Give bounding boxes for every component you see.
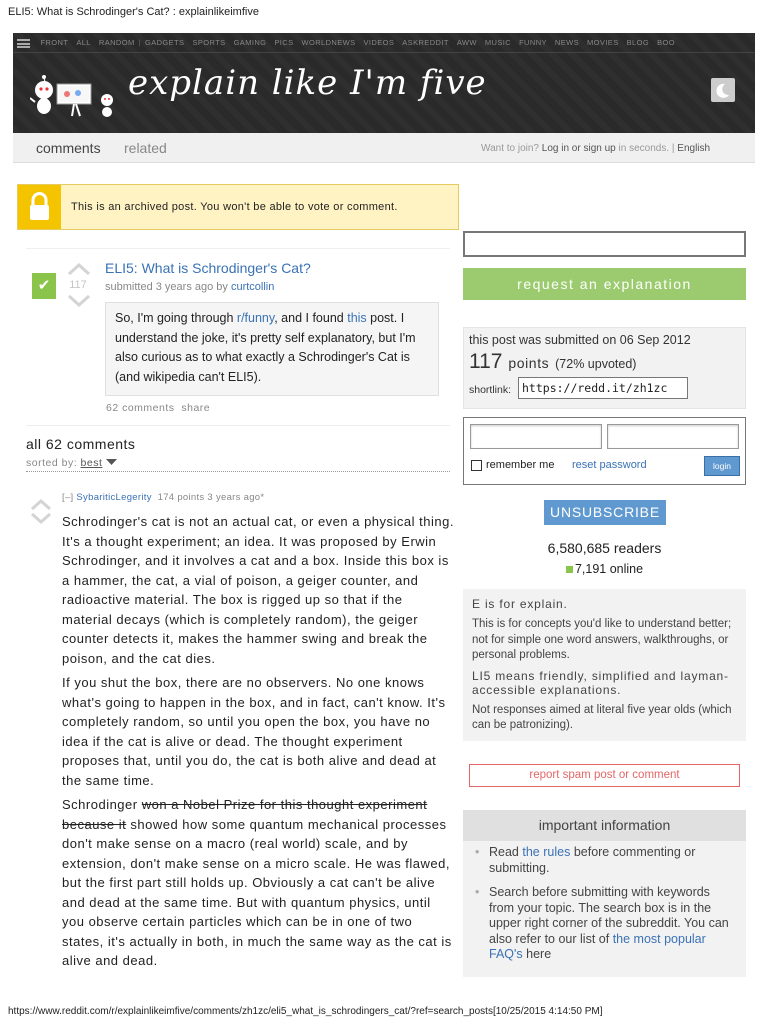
points-display [469,350,636,374]
shortlink-label: shortlink: [469,384,512,396]
online-count [463,562,746,576]
comment-downvote-arrow-icon[interactable] [30,512,52,530]
report-spam-button[interactable]: report spam post or comment [469,764,740,787]
join-prompt [481,143,710,154]
srbar-link[interactable]: RANDOM [98,38,135,47]
sorted-by-label: sorted by: [26,457,78,469]
post-title[interactable]: ELI5: What is Schrodinger's Cat? [105,260,311,276]
srbar-link[interactable]: AWW [456,38,477,47]
srbar-separator: | [138,38,141,47]
srbar-link[interactable]: BLOG [626,38,650,47]
collapse-toggle[interactable]: [–] [62,492,74,503]
night-mode-toggle-icon[interactable] [711,78,735,102]
online-text: 7,191 online [574,562,644,576]
srbar-link[interactable]: ALL [76,38,91,47]
post-selftext [105,302,439,396]
rule-text: before commenting or submitting. [489,845,696,875]
archived-notice [17,184,459,230]
tab-comments[interactable]: comments [36,140,101,156]
rule-text: Search before submitting with keywords from your topic. The search box is in the upper right corner of the subreddit. You can also refer to our list of [489,885,729,946]
points-word: points [508,355,550,371]
srbar-link[interactable]: MUSIC [484,38,512,47]
subreddit-logo-text[interactable]: explain like I'm five [128,63,487,103]
strikethrough-text: won a Nobel Prize for this thought experiment because it [62,797,428,832]
desc-text: Not responses aimed at literal five year olds (which can be patronizing). [472,703,732,731]
desc-text: This is for concepts you'd like to understand better; not for simple one word answers, walkthroughs, or personal problems. [472,618,732,661]
srbar-link[interactable]: ASKREDDIT [402,38,449,47]
sort-dropdown[interactable]: best [80,457,103,469]
join-prompt-pre: Want to join? [481,143,539,154]
checkmark-icon: ✔ [32,273,56,299]
archived-text: This is an archived post. You won't be able to vote or comment. [71,201,398,213]
post-meta [105,281,274,293]
comment-paragraph: Schrodinger's cat is not an actual cat, or even a physical thing. It's a thought experiment; an idea. It was proposed by Erwin Schrodinger, and it involves a cat and a box. Inside this box is a hammer, the cat, a vial of poison, a geiger counter, and radioactive material. The box is rigged up so that if the material decays (which is completely random), the geiger counter detects it, makes the hammer swing and break the poison, and the cat dies. [62,514,454,666]
post-stats-box [463,327,746,409]
list-item [489,885,736,963]
srbar-link[interactable]: VIDEOS [363,38,395,47]
submitted-date: this post was submitted on 06 Sep 2012 [469,333,691,347]
srbar-link[interactable]: BOO [657,38,675,47]
desc-heading: E is for explain. [472,597,568,611]
r-funny-link[interactable]: r/funny [236,311,275,325]
points-number: 117 [469,350,503,373]
srbar-link[interactable]: GADGETS [144,38,185,47]
username-field[interactable] [470,424,602,449]
comment-text: Schrodinger [62,797,138,812]
srbar-link[interactable]: PICS [274,38,294,47]
comments-heading: all 62 comments [26,436,136,452]
shortlink-field[interactable]: https://redd.it/zh1zc [518,377,688,399]
this-post-link[interactable]: this [347,311,367,325]
remember-me-label: remember me [486,459,555,471]
upvoted-percent: (72% upvoted) [555,357,637,371]
login-button[interactable]: login [704,456,740,476]
post-links [106,402,210,414]
unsubscribe-button[interactable]: UNSUBSCRIBE [544,500,666,525]
divider [26,425,450,426]
post-author-link[interactable]: curtcollin [230,281,275,293]
divider [26,248,450,249]
faq-link[interactable]: the most popular FAQ's [489,931,706,961]
srbar-link[interactable]: SPORTS [192,38,226,47]
comments-count-link[interactable]: 62 comments [106,402,175,414]
comment-author-link[interactable]: SybariticLegerity [76,492,152,503]
important-info-heading: important information [463,810,746,841]
tab-related[interactable]: related [124,140,167,156]
post-meta-text: submitted 3 years ago by [105,281,228,293]
selftext-part: post. I understand the joke, it's pretty self explanatory, but I'm also curious as to what exactly a Schrodinger's Cat is (and wikipedia can't ELI5). [115,311,416,384]
share-link[interactable]: share [181,402,211,414]
login-signup-link[interactable]: Log in or sign up [541,143,616,154]
comment-paragraph: If you shut the box, there are no observers. No one knows what's going to happen in the box, and in fact, can't know. It's completely random, so until you open the box, you have no idea if the cat is alive or dead. The thought experiment proposes that, until you do, the cat is both alive and dead at the same time. [62,675,446,788]
selftext-part: , and I found [274,311,344,325]
login-form [463,417,746,485]
srbar-link[interactable]: FRONT [40,38,69,47]
srbar-link[interactable]: GAMING [233,38,267,47]
rules-link[interactable]: the rules [522,845,571,859]
subreddit-bar [13,33,755,53]
sidebar-description [463,589,746,741]
search-input[interactable] [463,231,746,257]
comment-paragraph [62,795,454,971]
srbar-link[interactable]: NEWS [554,38,580,47]
rule-text: here [526,947,552,961]
important-info-list [463,841,746,977]
hamburger-menu-icon[interactable] [17,39,30,48]
password-field[interactable] [607,424,739,449]
join-separator: | [671,143,675,154]
comment-body [62,512,454,976]
request-explanation-button[interactable]: request an explanation [463,268,746,300]
browser-page-title: ELI5: What is Schrodinger's Cat? : explainlikeimfive [8,6,259,18]
lock-icon [18,185,61,229]
online-dot-icon [566,566,573,573]
comment-header [62,492,264,503]
post-score: 117 [69,279,87,291]
srbar-link[interactable]: WORLDNEWS [301,38,356,47]
list-item [489,845,736,876]
srbar-link[interactable]: MOVIES [587,38,619,47]
language-link[interactable]: English [677,143,711,154]
reset-password-link[interactable]: reset password [572,459,647,471]
srbar-link[interactable]: FUNNY [519,38,547,47]
chevron-down-icon[interactable] [106,457,117,469]
browser-footer-url: https://www.reddit.com/r/explainlikeimfive/comments/zh1zc/eli5_what_is_schrodingers_cat/?ref=search_posts[10/25/2015 4:14:50 PM] [8,1006,603,1017]
desc-heading: LI5 means friendly, simplified and layman-accessible explanations. [472,668,729,697]
join-prompt-post: in seconds. [618,143,670,154]
downvote-arrow-icon[interactable] [67,294,91,313]
sort-bar [26,457,450,472]
selftext-part: So, I'm going through [115,311,234,325]
rule-text: Read [489,845,519,859]
comment-meta: 174 points 3 years ago* [157,492,265,503]
comment-text: showed how some quantum mechanical processes don't make sense on a macro (real world) scale, and by extension, don't make sense on a micro scale. He was flawed, but the first part still holds up. Obviously a cat can't be alive and dead at the same time. But with quantum physics, until you observe certain particles which can be in one of two states, it's actually in both, in much the same way as the cat is alive and dead. [62,816,452,968]
readers-count: 6,580,685 readers [547,540,662,556]
remember-me-checkbox[interactable] [471,460,482,471]
snoo-logo-icon[interactable] [30,72,120,118]
